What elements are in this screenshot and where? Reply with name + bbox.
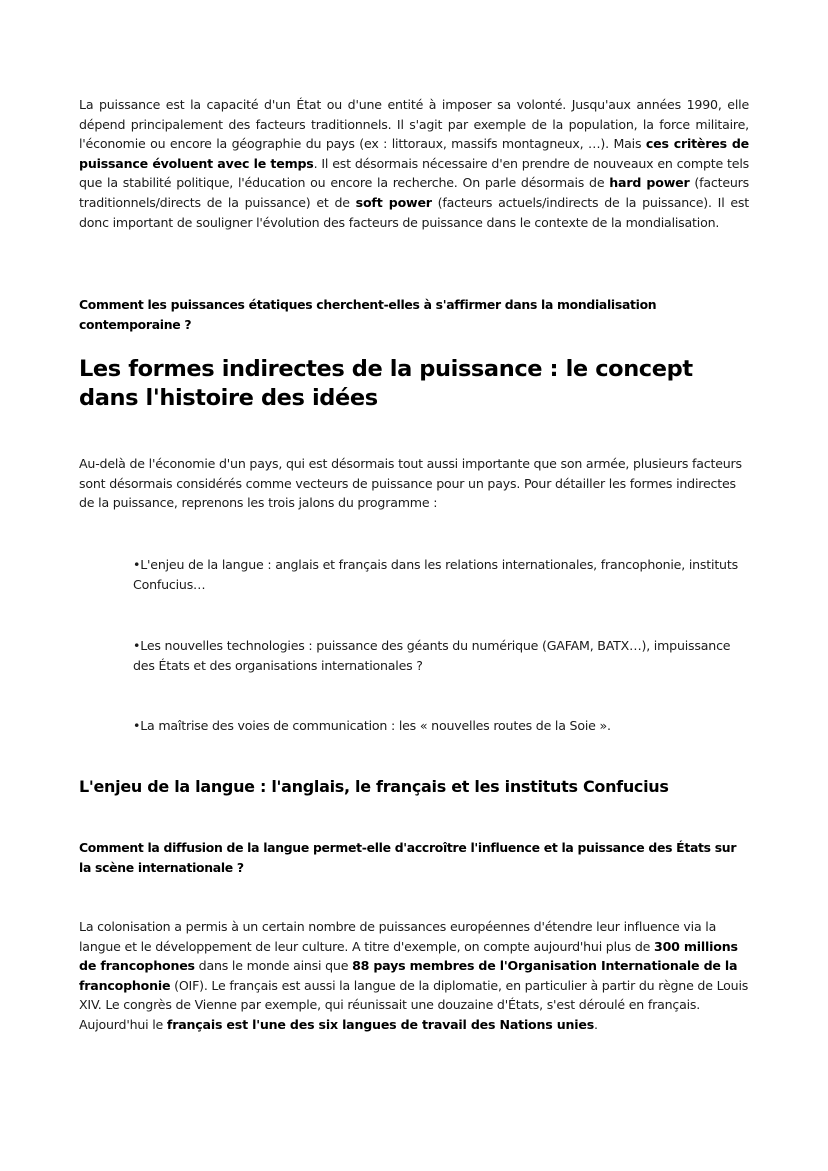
subsection-question: Comment la diffusion de la langue permet-elle d'accroître l'influence et la puissance des États sur la scène internationale ? — [79, 840, 737, 875]
emphasis: soft power — [355, 194, 432, 210]
text: (facteurs actuels/indirects de la puissance). Il est donc important de souligner l'évolution des facteurs de puissance dans le contexte de la mondialisation. — [79, 194, 749, 230]
text: La colonisation a permis à un certain nombre de puissances européennes d'étendre leur influence via la langue et le développement de leur culture. A titre d'exemple, on compte aujourd'hui plus de — [79, 919, 717, 954]
emphasis: français est l'une des six langues de travail des Nations unies — [166, 1016, 595, 1032]
subsection-heading: L'enjeu de la langue : l'anglais, le français et les instituts Confucius — [79, 777, 669, 796]
text: . — [594, 1016, 598, 1032]
bullet-item: •Les nouvelles technologies : puissance des géants du numérique (GAFAM, BATX…), impuissance des États et des organisations internationales ? — [133, 638, 731, 673]
emphasis: 88 pays membres de l'Organisation Internationale de la francophonie — [79, 958, 738, 993]
emphasis: 300 millions de francophones — [79, 938, 738, 974]
subsection-paragraph — [79, 917, 749, 1035]
bullet-item: •L'enjeu de la langue : anglais et français dans les relations internationales, francophonie, instituts Confucius… — [133, 557, 738, 592]
section-heading: Les formes indirectes de la puissance : le concept dans l'histoire des idées — [79, 356, 693, 411]
text: (OIF). Le français est aussi la langue de la diplomatie, en particulier à partir du règne de Louis XIV. Le congrès de Vienne par exemple, qui réunissait une douzaine d'États, s'est déroulé en français. Aujourd'hui le — [79, 977, 749, 1032]
text: (facteurs traditionnels/directs de la puissance) et de — [79, 175, 749, 210]
problem-question: Comment les puissances étatiques cherchent-elles à s'affirmer dans la mondialisation contemporaine ? — [79, 297, 657, 332]
text: . Il est désormais nécessaire d'en prendre de nouveaux en compte tels que la stabilité politique, l'éducation ou encore la recherche. On parle désormais de — [79, 155, 749, 191]
emphasis: hard power — [609, 175, 690, 191]
emphasis: ces critères de puissance évoluent avec le temps — [79, 136, 749, 171]
text: dans le monde ainsi que — [194, 958, 353, 974]
text: La puissance est la capacité d'un État ou d'une entité à imposer sa volonté. Jusqu'aux années 1990, elle dépend principalement des facteurs traditionnels. Il s'agit par exemple de la population, la force militaire, l'économie ou encore la géographie du pays (ex : littoraux, massifs montagneux, …). Mais — [79, 97, 749, 152]
intro-paragraph — [79, 95, 749, 232]
bullet-item: •La maîtrise des voies de communication : les « nouvelles routes de la Soie ». — [133, 718, 611, 733]
section-paragraph: Au-delà de l'économie d'un pays, qui est désormais tout aussi importante que son armée, plusieurs facteurs sont désormais considérés comme vecteurs de puissance pour un pays. Pour détailler les formes indirectes de la puissance, reprenons les trois jalons du programme : — [79, 456, 742, 511]
